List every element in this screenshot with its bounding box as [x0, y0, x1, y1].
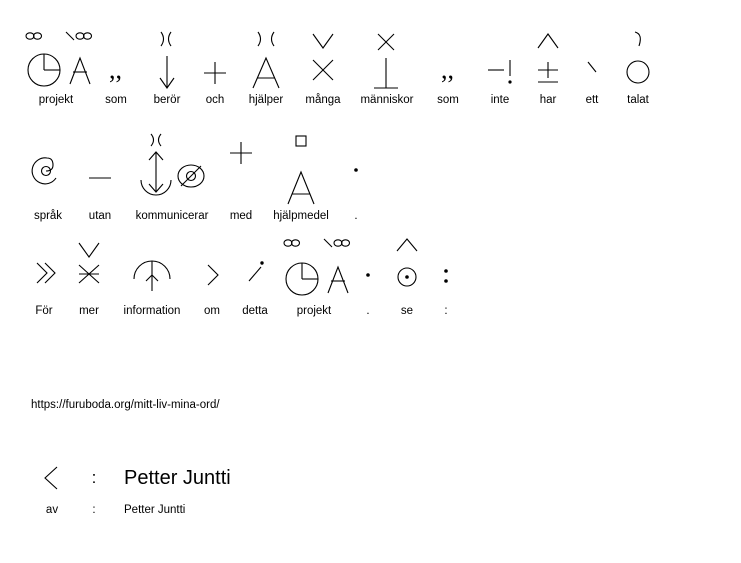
gloss-sprak: språk	[33, 210, 63, 222]
bliss-word-utan	[74, 138, 126, 223]
bliss-word-med	[218, 128, 264, 223]
glyph-utan	[74, 138, 126, 206]
gloss-projekt-2: projekt	[296, 305, 332, 317]
bliss-comma-pair-icon	[433, 22, 463, 90]
bliss-kommunicerar-icon	[129, 128, 215, 206]
bliss-om-icon	[200, 229, 224, 301]
glyph-manniskor	[352, 22, 422, 90]
bliss-sprak-icon	[26, 138, 70, 206]
bliss-talat-icon	[621, 22, 655, 90]
gloss-se: se	[400, 305, 414, 317]
bliss-information-icon	[122, 229, 182, 301]
bliss-se-icon	[389, 229, 425, 301]
glyph-beror	[142, 22, 192, 90]
author-label: av	[45, 504, 59, 516]
glyph-sprak	[22, 138, 74, 206]
glyph-som-2	[422, 22, 474, 90]
gloss-kommunicerar: kommunicerar	[135, 210, 209, 222]
gloss-mer: mer	[79, 305, 99, 317]
source-url[interactable]: https://furuboda.org/mitt-liv-mina-ord/	[31, 399, 220, 411]
bliss-word-har	[526, 22, 570, 107]
glyph-period-1	[338, 128, 374, 206]
bliss-word-inte	[474, 22, 526, 107]
bliss-for-icon	[27, 229, 61, 301]
bliss-ett-icon	[577, 22, 607, 90]
bliss-word-talat	[614, 22, 662, 107]
glyph-projekt-2	[278, 229, 350, 301]
bliss-hjalper-icon	[245, 22, 287, 90]
glyph-ett	[570, 22, 614, 90]
glyph-colon	[428, 229, 464, 301]
gloss-utan: utan	[88, 210, 112, 222]
bliss-colon-icon	[436, 229, 456, 301]
bliss-word-projekt-2	[278, 229, 350, 318]
author-block	[30, 463, 231, 517]
bliss-word-som-1	[90, 22, 142, 107]
gloss-med: med	[229, 210, 253, 222]
bliss-plus-icon	[226, 128, 256, 206]
gloss-manga: många	[305, 94, 341, 106]
gloss-for: För	[35, 305, 53, 317]
glyph-om	[192, 229, 232, 301]
gloss-inte: inte	[490, 94, 510, 106]
gloss-talat: talat	[627, 94, 649, 106]
bliss-har-icon	[530, 22, 566, 90]
glyph-inte	[474, 22, 526, 90]
gloss-colon: :	[444, 305, 448, 317]
gloss-detta: detta	[242, 305, 268, 317]
gloss-har: har	[539, 94, 557, 106]
bliss-word-hjalpmedel	[264, 128, 338, 223]
bliss-plus-icon	[200, 22, 230, 90]
bliss-word-se	[386, 229, 428, 318]
bliss-word-colon	[428, 229, 464, 318]
bliss-beror-icon	[147, 22, 187, 90]
bliss-word-information	[112, 229, 192, 318]
author-separator-col	[74, 463, 114, 517]
gloss-period-2: .	[366, 305, 370, 317]
glyph-med	[218, 128, 264, 206]
bliss-period-icon	[346, 128, 366, 206]
glyph-talat	[614, 22, 662, 90]
gloss-period-1: .	[354, 210, 358, 222]
author-separator-small: :	[92, 504, 96, 516]
glyph-information	[112, 229, 192, 301]
bliss-comma-pair-icon	[101, 22, 131, 90]
glyph-har	[526, 22, 570, 90]
bliss-word-projekt	[22, 22, 90, 107]
bliss-manniskor-icon	[364, 22, 410, 90]
bliss-dash-icon	[83, 138, 117, 206]
gloss-och: och	[205, 94, 225, 106]
bliss-word-beror	[142, 22, 192, 107]
gloss-projekt: projekt	[38, 94, 74, 106]
bliss-hjalpmedel-icon	[275, 128, 327, 206]
bliss-period-icon	[358, 229, 378, 301]
bliss-line-1	[22, 22, 662, 107]
bliss-inte-icon	[480, 22, 520, 90]
bliss-word-sprak	[22, 138, 74, 223]
glyph-kommunicerar	[126, 128, 218, 206]
glyph-detta	[232, 229, 278, 301]
glyph-hjalpmedel	[264, 128, 338, 206]
gloss-hjalper: hjälper	[248, 94, 284, 106]
glyph-som-1	[90, 22, 142, 90]
author-symbol	[30, 463, 74, 517]
gloss-som-2: som	[437, 94, 459, 106]
glyph-och	[192, 22, 238, 90]
bliss-mer-icon	[71, 229, 107, 301]
bliss-word-for	[22, 229, 66, 318]
bliss-word-period-1	[338, 128, 374, 223]
bliss-detta-icon	[240, 229, 270, 301]
author-name-col	[114, 463, 231, 517]
bliss-line-2	[22, 128, 374, 223]
glyph-se	[386, 229, 428, 301]
gloss-beror: berör	[153, 94, 181, 106]
author-separator-big: :	[91, 468, 97, 487]
author-name-small: Petter Juntti	[124, 504, 186, 516]
glyph-period-2	[350, 229, 386, 301]
svg-text:,,: ,,	[441, 55, 454, 84]
glyph-for	[22, 229, 66, 301]
glyph-mer	[66, 229, 112, 301]
bliss-line-3	[22, 229, 464, 318]
bliss-projekt-icon	[22, 22, 90, 90]
author-name: Petter Juntti	[124, 467, 231, 489]
bliss-word-mer	[66, 229, 112, 318]
bliss-word-och	[192, 22, 238, 107]
bliss-manga-icon	[303, 22, 343, 90]
gloss-manniskor: människor	[360, 94, 414, 106]
bliss-projekt-icon	[280, 229, 348, 301]
gloss-information: information	[123, 305, 181, 317]
bliss-word-kommunicerar	[126, 128, 218, 223]
bliss-word-om	[192, 229, 232, 318]
gloss-ett: ett	[585, 94, 599, 106]
gloss-som-1: som	[105, 94, 127, 106]
bliss-word-ett	[570, 22, 614, 107]
bliss-word-manga	[294, 22, 352, 107]
gloss-hjalpmedel: hjälpmedel	[273, 210, 329, 222]
bliss-word-detta	[232, 229, 278, 318]
svg-text:,,: ,,	[109, 55, 122, 84]
gloss-om: om	[204, 305, 220, 317]
bliss-word-hjalper	[238, 22, 294, 107]
bliss-word-manniskor	[352, 22, 422, 107]
glyph-projekt	[22, 22, 90, 90]
bliss-av-arrow-icon	[37, 463, 67, 493]
glyph-manga	[294, 22, 352, 90]
bliss-word-som-2	[422, 22, 474, 107]
bliss-word-period-2	[350, 229, 386, 318]
glyph-hjalper	[238, 22, 294, 90]
